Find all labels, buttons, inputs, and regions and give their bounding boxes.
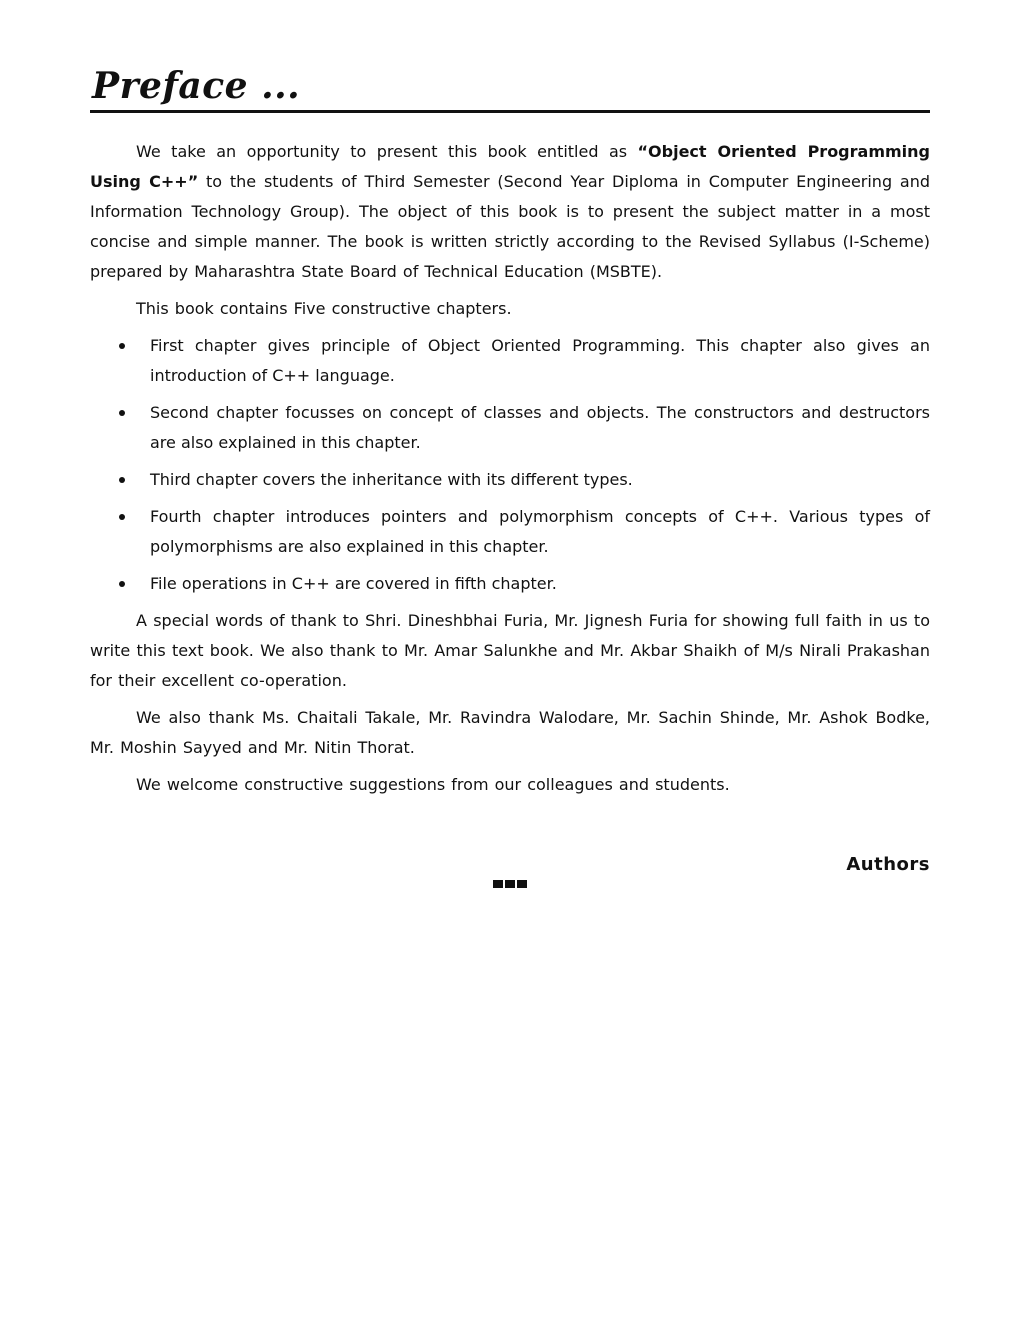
bullet-icon [119, 410, 125, 416]
bullet-icon [119, 343, 125, 349]
chapter-list-item [90, 502, 930, 562]
chapter-text: First chapter gives principle of Object Oriented Programming. This chapter also gives an introduction of C++ language. [150, 336, 930, 385]
chapter-list-item [90, 331, 930, 391]
preface-page [90, 62, 930, 888]
chapter-list-item [90, 465, 930, 495]
intro-prefix: We take an opportunity to present this book entitled as [136, 142, 638, 161]
title-underline [90, 110, 930, 113]
chapter-list-item [90, 569, 930, 599]
page-title: Preface ... [92, 65, 301, 107]
intro-paragraph [90, 137, 930, 287]
chapter-text: Second chapter focusses on concept of classes and objects. The constructors and destructors are also explained in this chapter. [150, 403, 930, 452]
chapter-text: File operations in C++ are covered in fifth chapter. [150, 574, 557, 593]
intro-suffix: to the students of Third Semester (Second Year Diploma in Computer Engineering and Information Technology Group). The object of this book is to present the subject matter in a most concise and simple manner. The book is written strictly according to the Revised Syllabus (I-Scheme) prepared by Maharashtra State Board of Technical Education (MSBTE). [90, 172, 931, 281]
chapter-text: Third chapter covers the inheritance with its different types. [150, 470, 633, 489]
chapter-text: Fourth chapter introduces pointers and polymorphism concepts of C++. Various types of polymorphisms are also explained in this chapter. [150, 507, 930, 556]
end-square-icon [517, 880, 527, 888]
closing-paragraph: We welcome constructive suggestions from our colleagues and students. [136, 775, 730, 794]
book-title: “Object Oriented Programming Using C++” [90, 142, 930, 191]
thanks-paragraph-2: We also thank Ms. Chaitali Takale, Mr. Ravindra Walodare, Mr. Sachin Shinde, Mr. Ashok Bodke, Mr. Moshin Sayyed and Mr. Nitin Thorat. [90, 708, 930, 757]
bullet-icon [119, 514, 125, 520]
bullet-icon [119, 581, 125, 587]
authors-signature: Authors [846, 854, 930, 875]
end-square-icon [493, 880, 503, 888]
bullet-icon [119, 477, 125, 483]
end-square-icon [505, 880, 515, 888]
chapter-list [90, 331, 930, 599]
thanks-paragraph-1: A special words of thank to Shri. Dineshbhai Furia, Mr. Jignesh Furia for showing full faith in us to write this text book. We also thank to Mr. Amar Salunkhe and Mr. Akbar Shaikh of M/s Nirali Prakashan for their excellent co-operation. [90, 611, 930, 690]
chapters-intro-paragraph: This book contains Five constructive chapters. [136, 299, 512, 318]
end-of-section-mark [90, 880, 930, 888]
chapter-list-item [90, 398, 930, 458]
